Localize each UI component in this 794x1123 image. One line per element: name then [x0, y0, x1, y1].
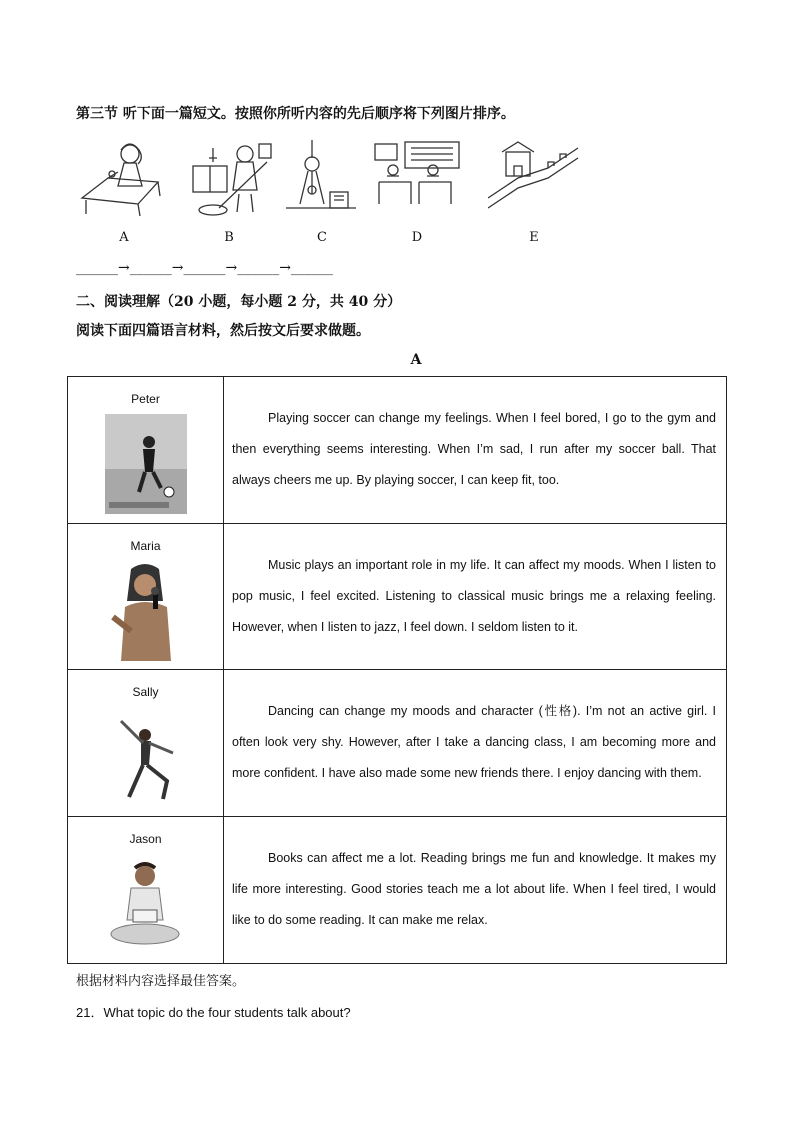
- picture-label-e: E: [529, 230, 539, 245]
- picture-label-c: C: [317, 230, 327, 245]
- answer-sequence-line: ______→______→______→______→______: [76, 260, 333, 276]
- statement-cell: [224, 670, 727, 817]
- section3-heading: 第三节 听下面一篇短文。按照你所听内容的先后顺序将下列图片排序。: [76, 106, 515, 122]
- person-name: Sally: [132, 685, 159, 699]
- picture-label-a: A: [119, 230, 129, 245]
- table-row: [68, 524, 727, 670]
- girl-at-desk-icon: [78, 138, 170, 218]
- picture-label-b: B: [224, 230, 234, 245]
- boy-playing-soccer-photo: [105, 414, 187, 514]
- classroom-icon: [371, 138, 463, 218]
- table-row: [68, 670, 727, 817]
- statement-cell: [224, 377, 727, 524]
- statement-cell: [224, 817, 727, 964]
- picture-row: [78, 138, 578, 248]
- table-row: [68, 817, 727, 964]
- statement-text: Playing soccer can change my feelings. When I feel bored, I go to the gym and then everything seems interesting. When I’m sad, I run after my soccer ball. That always cheers me up. By playing soccer, I can keep fit, too.: [232, 411, 716, 487]
- statement-text: Music plays an important role in my life. It can affect my moods. When I listen to pop music, I feel excited. Listening to classical music brings me a relaxing feeling. However, when I listen to jazz, I feel down. I seldom listen to it.: [232, 558, 716, 634]
- part2-instruction: 阅读下面四篇语言材料，然后按文后要求做题。: [76, 323, 370, 339]
- statement-text: Books can affect me a lot. Reading brings me fun and knowledge. It makes my life more interesting. Good stories teach me a lot about life. When I feel tired, I would like to do some reading. It can make me relax.: [232, 851, 716, 927]
- girl-sweeping-icon: [183, 138, 275, 218]
- statement-text: Dancing can change my moods and character (性格). I’m not an active girl. I often look very shy. However, after I take a dancing class, I am becoming more and more confident. I have also made some new friends there. I enjoy dancing with them.: [232, 704, 716, 780]
- person-name: Maria: [130, 539, 161, 553]
- person-cell: [68, 817, 224, 964]
- person-cell: [68, 524, 224, 670]
- answer-instruction: 根据材料内容选择最佳答案。: [76, 974, 246, 989]
- part2-heading: 二、阅读理解（20 小题，每小题 2 分，共 40 分）: [76, 294, 402, 310]
- girl-dancing-photo: [105, 707, 187, 807]
- tv-tower-icon: [276, 138, 368, 218]
- person-name: Jason: [129, 832, 162, 846]
- passage-label: A: [410, 352, 422, 368]
- picture-label-d: D: [411, 230, 423, 245]
- person-cell: [68, 670, 224, 817]
- boy-reading-photo: [105, 854, 187, 954]
- reading-table: [67, 376, 727, 964]
- table-row: [68, 377, 727, 524]
- great-wall-icon: [488, 138, 580, 218]
- girl-singing-photo: [105, 561, 187, 661]
- statement-cell: [224, 524, 727, 670]
- person-name: Peter: [131, 392, 160, 406]
- question-21: 21．What topic do the four students talk about?: [76, 1005, 351, 1020]
- person-cell: [68, 377, 224, 524]
